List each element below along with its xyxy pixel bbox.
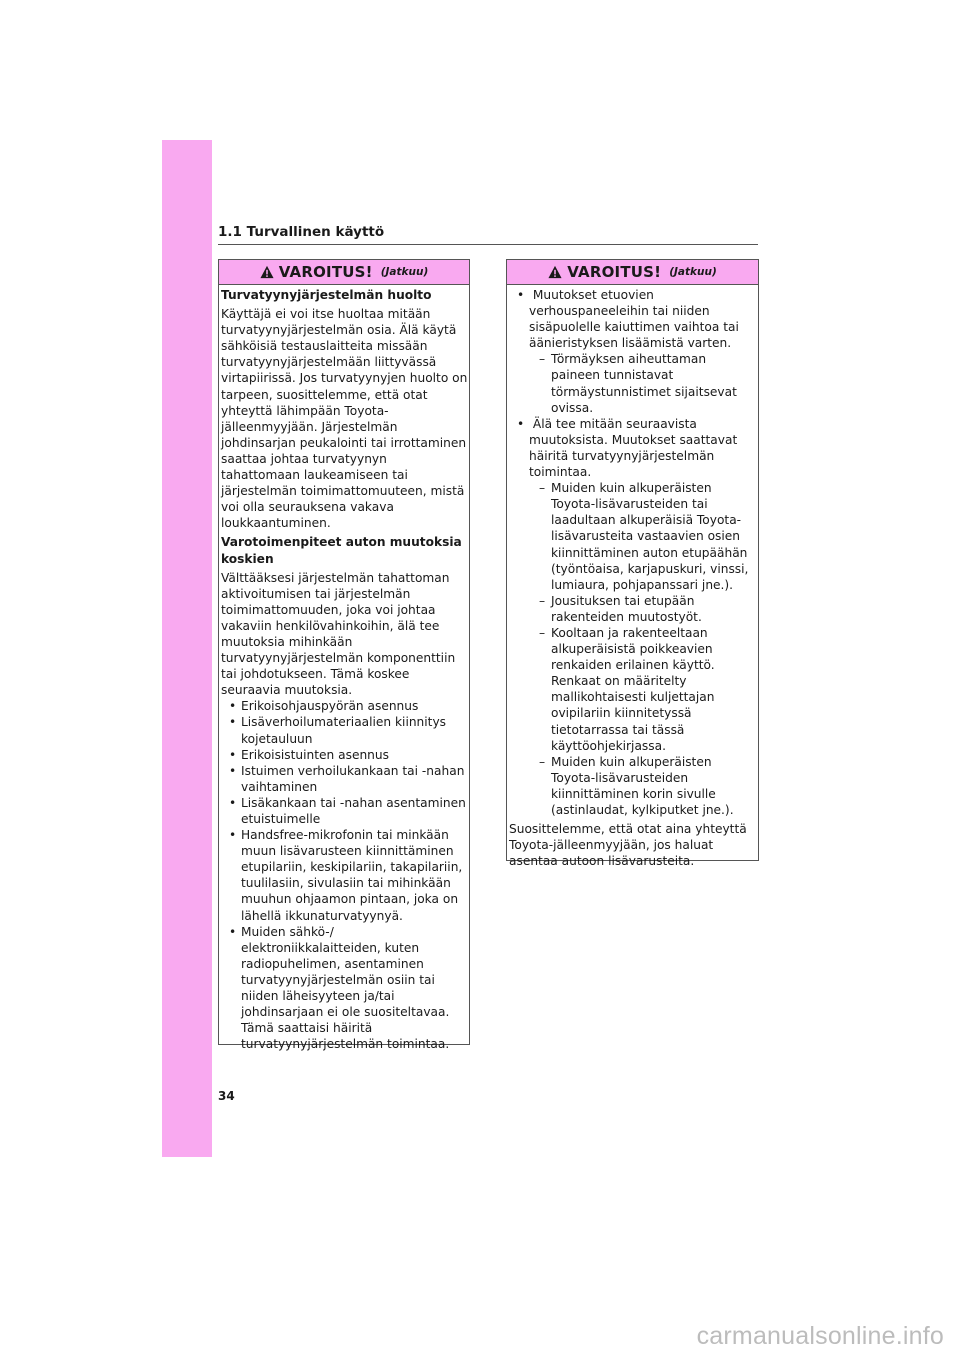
closing-paragraph: Suosittelemme, että otat aina yhteyttä Toyota-jälleenmyyjään, jos haluat asentaa autoon lisävarusteita.	[509, 822, 747, 869]
warning-label: VAROITUS!	[278, 263, 373, 281]
side-tab-band	[162, 140, 212, 1157]
warning-continued: (Jatkuu)	[669, 266, 717, 278]
paragraph-airbag-service: Käyttäjä ei voi itse huoltaa mitään turvatyynyjärjestelmän osia. Älä käytä sähköisiä testauslaitteita missään turvatyynyjärjestelmään liittyvässä virtapiirissä. Jos turvatyynyjen huolto on tarpeen, suosittelemme, että otat yhteyttä lähimpään Toyota-jälleenmyyjään. Järjestelmän johdinsarjan peukalointi tai irrottaminen saattaa johtaa turvatyynyn tahattomaan laukeamiseen tai järjestelmän toimimattomuuteen, mistä voi olla seurauksena vakava loukkaantuminen.	[221, 307, 468, 531]
section-header: 1.1 Turvallinen käyttö	[218, 224, 385, 240]
list-item: • Lisäverhoilumateriaalien kiinnitys kojetauluun	[221, 714, 469, 746]
warning-triangle-icon	[548, 265, 562, 279]
modification-list	[509, 287, 758, 818]
subheading-airbag-service: Turvatyynyjärjestelmän huolto	[221, 288, 432, 302]
paragraph-modifications: Välttääksesi järjestelmän tahattoman aktivoitumisen tai järjestelmän toimimattomuuden, joka voi johtaa vakaviin henkilövahinkoihin, älä tee muutoksia mihinkään turvatyynyjärjestelmän komponenttiin tai johdotukseen. Tämä koskee seuraavia muutoksia.	[221, 570, 456, 698]
dash-list	[521, 480, 758, 818]
list-item: • Handsfree-mikrofonin tai minkään muun lisävarusteen kiinnittäminen etupilariin, keskipilariin, takapilariin, tuulilasiin, sivulasiin tai mihinkään muuhun ohjaamon pintaan, joka on lähellä ikkunaturvatyynyä.	[221, 827, 469, 924]
subheading-modifications: Varotoimenpiteet auton muutoksia koskien	[221, 535, 462, 566]
header-divider	[218, 244, 758, 245]
dash-item: – Törmäyksen aiheuttaman paineen tunnistavat törmäystunnistimet sijaitsevat ovissa.	[521, 351, 758, 415]
dash-item: – Muiden kuin alkuperäisten Toyota-lisävarusteiden tai laadultaan alkuperäisiä Toyota-lisävarusteita vastaavien osien kiinnittäminen auton etupäähän (työntöaisa, karjapuskuri, vinssi, lumiaura, pohjapanssari jne.).	[521, 480, 758, 593]
warning-title-bar	[219, 260, 469, 285]
modification-list	[221, 698, 469, 1052]
page-number: 34	[218, 1089, 235, 1103]
warning-continued: (Jatkuu)	[380, 266, 429, 278]
list-item: • Lisäkankaan tai -nahan asentaminen etuistuimelle	[221, 795, 469, 827]
list-item: • Erikoisohjauspyörän asennus	[221, 698, 469, 714]
warning-label: VAROITUS!	[567, 263, 662, 281]
list-item: • Muutokset etuovien verhouspaneeleihin tai niiden sisäpuolelle kaiuttimen vaihtoa tai äänieristyksen lisäämistä varten. – Törmäyksen aiheuttaman paineen tunnistavat törmäystunnistimet sijaitsevat ovissa.	[509, 287, 758, 416]
list-item: • Muiden sähkö-/ elektroniikkalaitteiden, kuten radiopuhelimen, asentaminen turvatyynyjärjestelmän osiin tai niiden läheisyyteen ja/tai johdinsarjaan ei ole suositeltavaa. Tämä saattaisi häiritä turvatyynyjärjestelmän toimintaa.	[221, 924, 469, 1053]
warning-title-bar	[507, 260, 758, 285]
list-item: • Istuimen verhoilukankaan tai -nahan vaihtaminen	[221, 763, 469, 795]
list-item: • Älä tee mitään seuraavista muutoksista. Muutokset saattavat häiritä turvatyynyjärjestelmän toimintaa. – Muiden kuin alkuperäisten Toyota-lisävarusteiden tai laadultaan alkuperäisiä Toyota-lisävarusteita vastaavien osien kiinnittäminen auton etupäähän (työntöaisa, karjapuskuri, vinssi, lumiaura, pohjapanssari jne.). – Jousituksen tai etupään rakenteiden muutostyöt. – Kooltaan ja rakenteeltaan alkuperäisistä poikkeavien renkaiden erilainen käyttö. Renkaat on määritelty mallikohtaisesti kuljettajan ovipilariin kiinnitetyssä tietotarrassa tai tässä käyttöohjekirjassa. – Muiden kuin alkuperäisten Toyota-lisävarusteiden kiinnittäminen korin sivulle (astinlaudat, kylkiputket jne.).	[509, 416, 758, 818]
watermark-text: carmanualsonline.info	[696, 1322, 944, 1350]
dash-item: – Kooltaan ja rakenteeltaan alkuperäisistä poikkeavien renkaiden erilainen käyttö. Renkaat on määritelty mallikohtaisesti kuljettajan ovipilariin kiinnitetyssä tietotarrassa tai tässä käyttöohjekirjassa.	[521, 625, 758, 754]
dash-item: – Muiden kuin alkuperäisten Toyota-lisävarusteiden kiinnittäminen korin sivulle (astinlaudat, kylkiputket jne.).	[521, 754, 758, 818]
warning-body	[507, 285, 758, 869]
warning-box-left	[218, 259, 470, 1052]
list-item: • Erikoisistuinten asennus	[221, 747, 469, 763]
dash-item: – Jousituksen tai etupään rakenteiden muutostyöt.	[521, 593, 758, 625]
warning-body	[219, 285, 469, 1052]
warning-triangle-icon	[260, 265, 274, 279]
warning-box-right	[506, 259, 759, 869]
dash-list	[521, 351, 758, 415]
